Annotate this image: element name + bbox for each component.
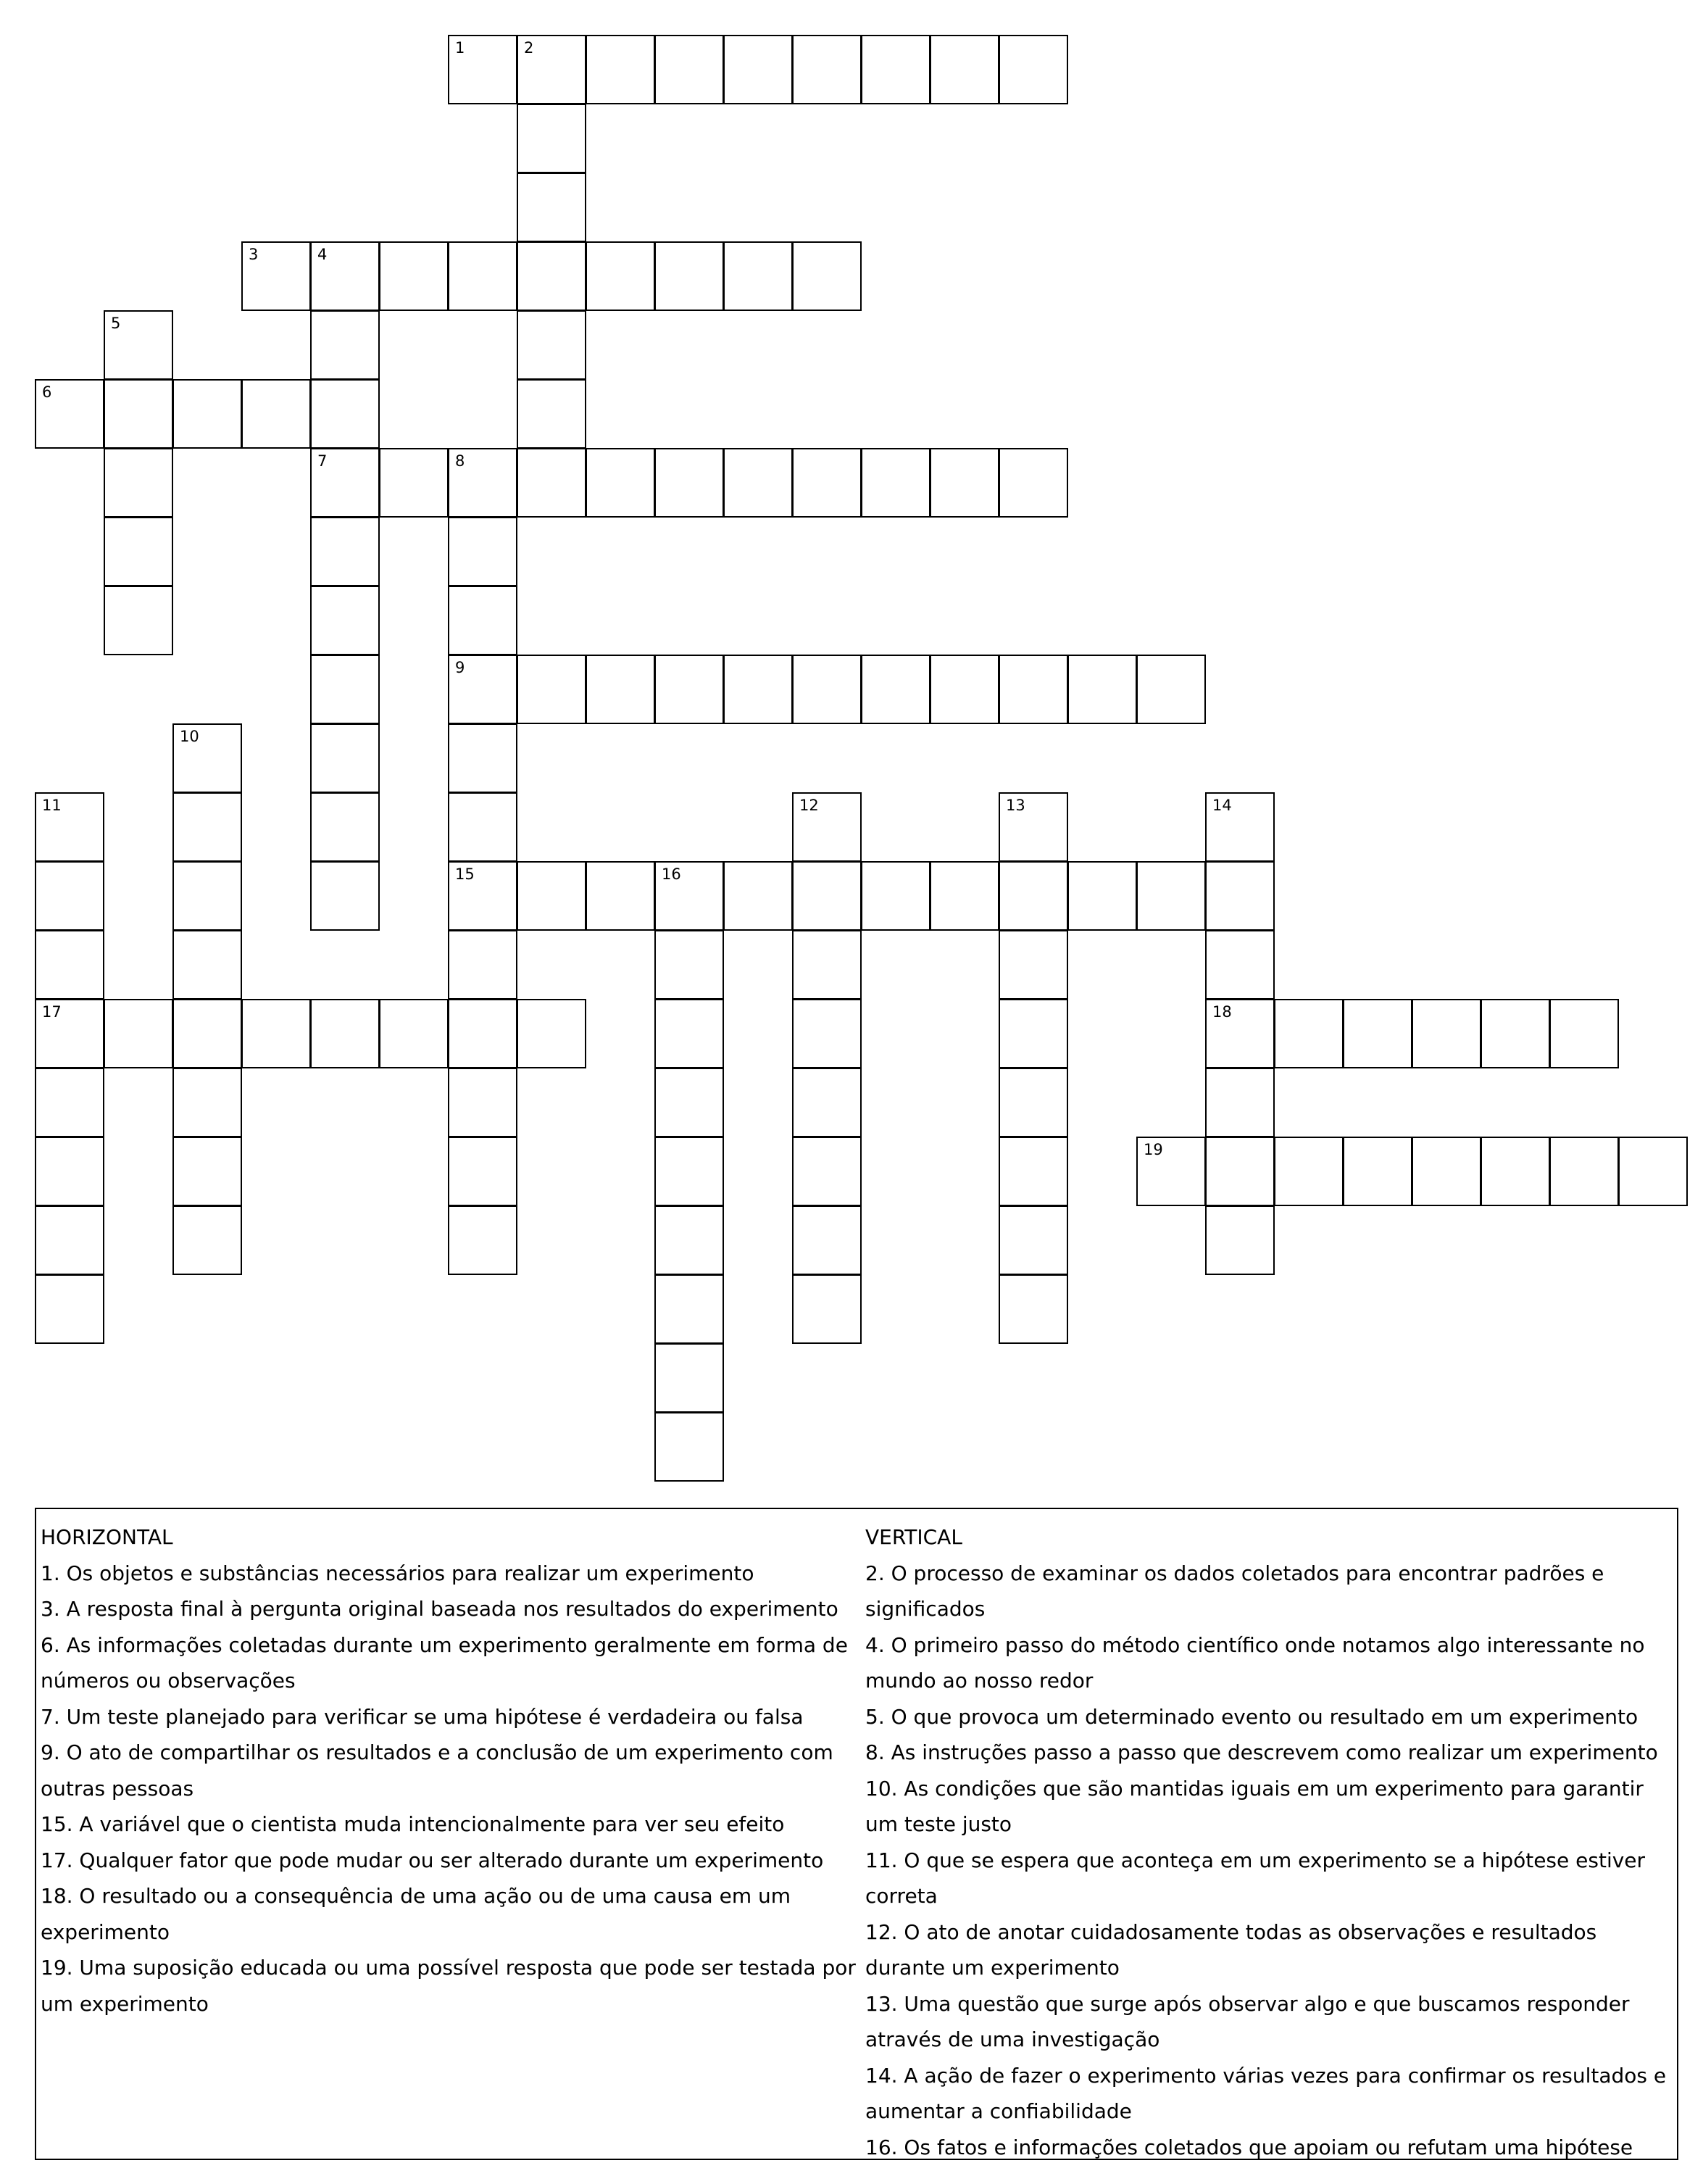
grid-cell[interactable] <box>517 379 586 449</box>
clue-across-3: 3. A resposta final à pergunta original baseada nos resultados do experimento <box>41 1597 838 1621</box>
grid-cell[interactable] <box>310 448 380 518</box>
grid-cell[interactable] <box>172 1137 242 1206</box>
grid-cell[interactable] <box>723 35 793 104</box>
grid-cell[interactable] <box>448 241 517 311</box>
grid-cell[interactable] <box>517 241 586 311</box>
grid-cell[interactable] <box>861 655 930 724</box>
grid-cell[interactable] <box>654 655 724 724</box>
grid-cell[interactable] <box>1343 999 1412 1068</box>
clue-number: 10 <box>180 728 199 745</box>
grid-cell[interactable] <box>999 35 1068 104</box>
clues-box <box>35 1508 1678 2160</box>
grid-cell[interactable] <box>1412 1137 1481 1206</box>
grid-cell[interactable] <box>1136 861 1206 931</box>
grid-cell[interactable] <box>654 930 724 1000</box>
grid-cell[interactable] <box>1481 1137 1550 1206</box>
grid-cell[interactable] <box>310 517 380 586</box>
grid-cell[interactable] <box>241 999 311 1068</box>
clue-number: 19 <box>1144 1141 1163 1158</box>
grid-cell[interactable] <box>1136 1137 1206 1206</box>
grid-cell[interactable] <box>517 310 586 380</box>
grid-cell[interactable] <box>1067 861 1137 931</box>
grid-cell[interactable] <box>448 723 517 793</box>
grid-cell[interactable] <box>654 1412 724 1482</box>
grid-cell[interactable] <box>35 999 104 1068</box>
grid-cell[interactable] <box>172 1068 242 1137</box>
grid-cell[interactable] <box>1205 861 1275 931</box>
clue-number: 8 <box>455 452 465 470</box>
grid-cell[interactable] <box>999 1137 1068 1206</box>
clue-number: 15 <box>455 865 475 883</box>
grid-cell[interactable] <box>1205 999 1275 1068</box>
grid-cell[interactable] <box>586 241 655 311</box>
grid-cell[interactable] <box>35 1068 104 1137</box>
grid-cell[interactable] <box>654 448 724 518</box>
grid-cell[interactable] <box>654 1137 724 1206</box>
grid-cell[interactable] <box>654 1205 724 1275</box>
grid-cell[interactable] <box>792 1274 862 1344</box>
grid-cell[interactable] <box>586 861 655 931</box>
grid-cell[interactable] <box>999 1068 1068 1137</box>
clue-number: 3 <box>249 246 259 263</box>
grid-cell[interactable] <box>999 655 1068 724</box>
grid-cell[interactable] <box>1412 999 1481 1068</box>
clue-number: 9 <box>455 659 465 676</box>
clue-across-7: 7. Um teste planejado para verificar se uma hipótese é verdadeira ou falsa <box>41 1704 804 1729</box>
grid-cell[interactable] <box>448 792 517 862</box>
grid-cell[interactable] <box>1067 655 1137 724</box>
grid-cell[interactable] <box>792 241 862 311</box>
grid-cell[interactable] <box>999 999 1068 1068</box>
grid-cell[interactable] <box>654 241 724 311</box>
grid-cell[interactable] <box>35 861 104 931</box>
clue-down-11: 11. O que se espera que aconteça em um experimento se a hipótese estiver correta <box>865 1848 1646 1908</box>
grid-cell[interactable] <box>1274 1137 1344 1206</box>
clue-down-2: 2. O processo de examinar os dados coletados para encontrar padrões e significados <box>865 1561 1604 1621</box>
grid-cell[interactable] <box>654 35 724 104</box>
grid-cell[interactable] <box>172 1205 242 1275</box>
grid-cell[interactable] <box>35 792 104 862</box>
grid-cell[interactable] <box>310 723 380 793</box>
grid-cell[interactable] <box>999 930 1068 1000</box>
grid-cell[interactable] <box>1618 1137 1688 1206</box>
grid-cell[interactable] <box>1205 930 1275 1000</box>
clue-down-12: 12. O ato de anotar cuidadosamente todas as observações e resultados durante um experimento <box>865 1919 1597 1980</box>
grid-cell[interactable] <box>517 861 586 931</box>
grid-cell[interactable] <box>172 930 242 1000</box>
clue-down-13: 13. Uma questão que surge após observar algo e que buscamos responder através de uma investigação <box>865 1991 1630 2051</box>
grid-cell[interactable] <box>448 1137 517 1206</box>
grid-cell[interactable] <box>654 999 724 1068</box>
grid-cell[interactable] <box>654 1068 724 1137</box>
grid-cell[interactable] <box>448 35 517 104</box>
across-title: HORIZONTAL <box>41 1525 173 1549</box>
grid-cell[interactable] <box>448 1068 517 1137</box>
grid-cell[interactable] <box>310 241 380 311</box>
grid-cell[interactable] <box>930 655 999 724</box>
clue-down-5: 5. O que provoca um determinado evento ou resultado em um experimento <box>865 1704 1639 1729</box>
grid-cell[interactable] <box>379 999 449 1068</box>
grid-cell[interactable] <box>930 861 999 931</box>
across-clues <box>41 1519 863 2022</box>
grid-cell[interactable] <box>104 999 173 1068</box>
grid-cell[interactable] <box>104 517 173 586</box>
grid-cell[interactable] <box>310 379 380 449</box>
grid-cell[interactable] <box>310 792 380 862</box>
grid-cell[interactable] <box>723 861 793 931</box>
grid-cell[interactable] <box>861 35 930 104</box>
grid-cell[interactable] <box>172 792 242 862</box>
grid-cell[interactable] <box>861 448 930 518</box>
grid-cell[interactable] <box>310 861 380 931</box>
clue-number: 13 <box>1006 797 1025 814</box>
grid-cell[interactable] <box>1549 1137 1619 1206</box>
grid-cell[interactable] <box>448 930 517 1000</box>
grid-cell[interactable] <box>654 861 724 931</box>
grid-cell[interactable] <box>1481 999 1550 1068</box>
grid-cell[interactable] <box>241 241 311 311</box>
grid-cell[interactable] <box>448 655 517 724</box>
grid-cell[interactable] <box>448 1205 517 1275</box>
clue-number: 7 <box>317 452 328 470</box>
grid-cell[interactable] <box>1343 1137 1412 1206</box>
grid-cell[interactable] <box>930 35 999 104</box>
grid-cell[interactable] <box>792 448 862 518</box>
grid-cell[interactable] <box>586 448 655 518</box>
grid-cell[interactable] <box>654 1343 724 1413</box>
grid-cell[interactable] <box>35 1137 104 1206</box>
grid-cell[interactable] <box>999 448 1068 518</box>
grid-cell[interactable] <box>792 1068 862 1137</box>
clue-across-15: 15. A variável que o cientista muda intencionalmente para ver seu efeito <box>41 1812 785 1836</box>
clue-number: 4 <box>317 246 328 263</box>
grid-cell[interactable] <box>35 930 104 1000</box>
grid-cell[interactable] <box>104 379 173 449</box>
grid-cell[interactable] <box>1205 1205 1275 1275</box>
clue-number: 18 <box>1212 1003 1232 1021</box>
grid-cell[interactable] <box>586 35 655 104</box>
grid-cell[interactable] <box>999 792 1068 862</box>
grid-cell[interactable] <box>379 448 449 518</box>
grid-cell[interactable] <box>999 1205 1068 1275</box>
clue-down-10: 10. As condições que são mantidas iguais em um experimento para garantir um teste justo <box>865 1776 1644 1836</box>
clue-down-8: 8. As instruções passo a passo que descrevem como realizar um experimento <box>865 1740 1658 1764</box>
grid-cell[interactable] <box>792 655 862 724</box>
grid-cell[interactable] <box>1549 999 1619 1068</box>
grid-cell[interactable] <box>792 999 862 1068</box>
grid-cell[interactable] <box>172 999 242 1068</box>
grid-cell[interactable] <box>723 655 793 724</box>
clue-across-6: 6. As informações coletadas durante um experimento geralmente em forma de números ou observações <box>41 1632 848 1693</box>
grid-cell[interactable] <box>310 999 380 1068</box>
down-title: VERTICAL <box>865 1525 962 1549</box>
clue-across-1: 1. Os objetos e substâncias necessários para realizar um experimento <box>41 1561 754 1585</box>
grid-cell[interactable] <box>448 586 517 655</box>
grid-cell[interactable] <box>1136 655 1206 724</box>
clue-down-4: 4. O primeiro passo do método científico onde notamos algo interessante no mundo ao nosso redor <box>865 1632 1645 1693</box>
grid-cell[interactable] <box>172 723 242 793</box>
grid-cell[interactable] <box>1274 999 1344 1068</box>
clue-across-17: 17. Qualquer fator que pode mudar ou ser alterado durante um experimento <box>41 1848 824 1872</box>
grid-cell[interactable] <box>792 1137 862 1206</box>
grid-cell[interactable] <box>654 1274 724 1344</box>
grid-cell[interactable] <box>861 861 930 931</box>
clue-number: 14 <box>1212 797 1232 814</box>
grid-cell[interactable] <box>172 861 242 931</box>
clue-number: 17 <box>42 1003 62 1021</box>
grid-cell[interactable] <box>517 448 586 518</box>
clue-down-16: 16. Os fatos e informações coletados que apoiam ou refutam uma hipótese <box>865 2135 1633 2159</box>
grid-cell[interactable] <box>448 448 517 518</box>
clue-number: 6 <box>42 383 52 401</box>
grid-cell[interactable] <box>930 448 999 518</box>
grid-cell[interactable] <box>517 104 586 173</box>
grid-cell[interactable] <box>1205 1068 1275 1137</box>
grid-cell[interactable] <box>310 310 380 380</box>
grid-cell[interactable] <box>104 586 173 655</box>
grid-cell[interactable] <box>517 655 586 724</box>
grid-cell[interactable] <box>792 35 862 104</box>
clue-number: 1 <box>455 39 465 57</box>
grid-cell[interactable] <box>723 448 793 518</box>
grid-cell[interactable] <box>792 1205 862 1275</box>
grid-cell[interactable] <box>792 930 862 1000</box>
clue-number: 16 <box>662 865 681 883</box>
clue-number: 12 <box>799 797 819 814</box>
clue-number: 11 <box>42 797 62 814</box>
grid-cell[interactable] <box>999 861 1068 931</box>
grid-cell[interactable] <box>310 586 380 655</box>
clue-number: 2 <box>524 39 534 57</box>
grid-cell[interactable] <box>517 999 586 1068</box>
grid-cell[interactable] <box>792 861 862 931</box>
grid-cell[interactable] <box>999 1274 1068 1344</box>
grid-cell[interactable] <box>448 999 517 1068</box>
clue-across-18: 18. O resultado ou a consequência de uma ação ou de uma causa em um experimento <box>41 1884 791 1944</box>
grid-cell[interactable] <box>1205 1137 1275 1206</box>
clue-across-9: 9. O ato de compartilhar os resultados e a conclusão de um experimento com outras pessoas <box>41 1740 833 1801</box>
grid-cell[interactable] <box>35 1274 104 1344</box>
down-clues <box>865 1519 1677 2165</box>
clue-number: 5 <box>111 315 121 332</box>
grid-cell[interactable] <box>35 1205 104 1275</box>
grid-cell[interactable] <box>379 241 449 311</box>
grid-cell[interactable] <box>172 379 242 449</box>
grid-cell[interactable] <box>586 655 655 724</box>
grid-cell[interactable] <box>792 792 862 862</box>
grid-cell[interactable] <box>35 379 104 449</box>
grid-cell[interactable] <box>104 448 173 518</box>
grid-cell[interactable] <box>1205 792 1275 862</box>
grid-cell[interactable] <box>241 379 311 449</box>
grid-cell[interactable] <box>448 517 517 586</box>
clue-down-14: 14. A ação de fazer o experimento várias vezes para confirmar os resultados e aumentar a confiabilidade <box>865 2063 1667 2123</box>
grid-cell[interactable] <box>517 35 586 104</box>
grid-cell[interactable] <box>723 241 793 311</box>
grid-cell[interactable] <box>310 655 380 724</box>
clue-across-19: 19. Uma suposição educada ou uma possível resposta que pode ser testada por um experimento <box>41 1956 856 2016</box>
grid-cell[interactable] <box>448 861 517 931</box>
grid-cell[interactable] <box>517 173 586 242</box>
grid-cell[interactable] <box>104 310 173 380</box>
